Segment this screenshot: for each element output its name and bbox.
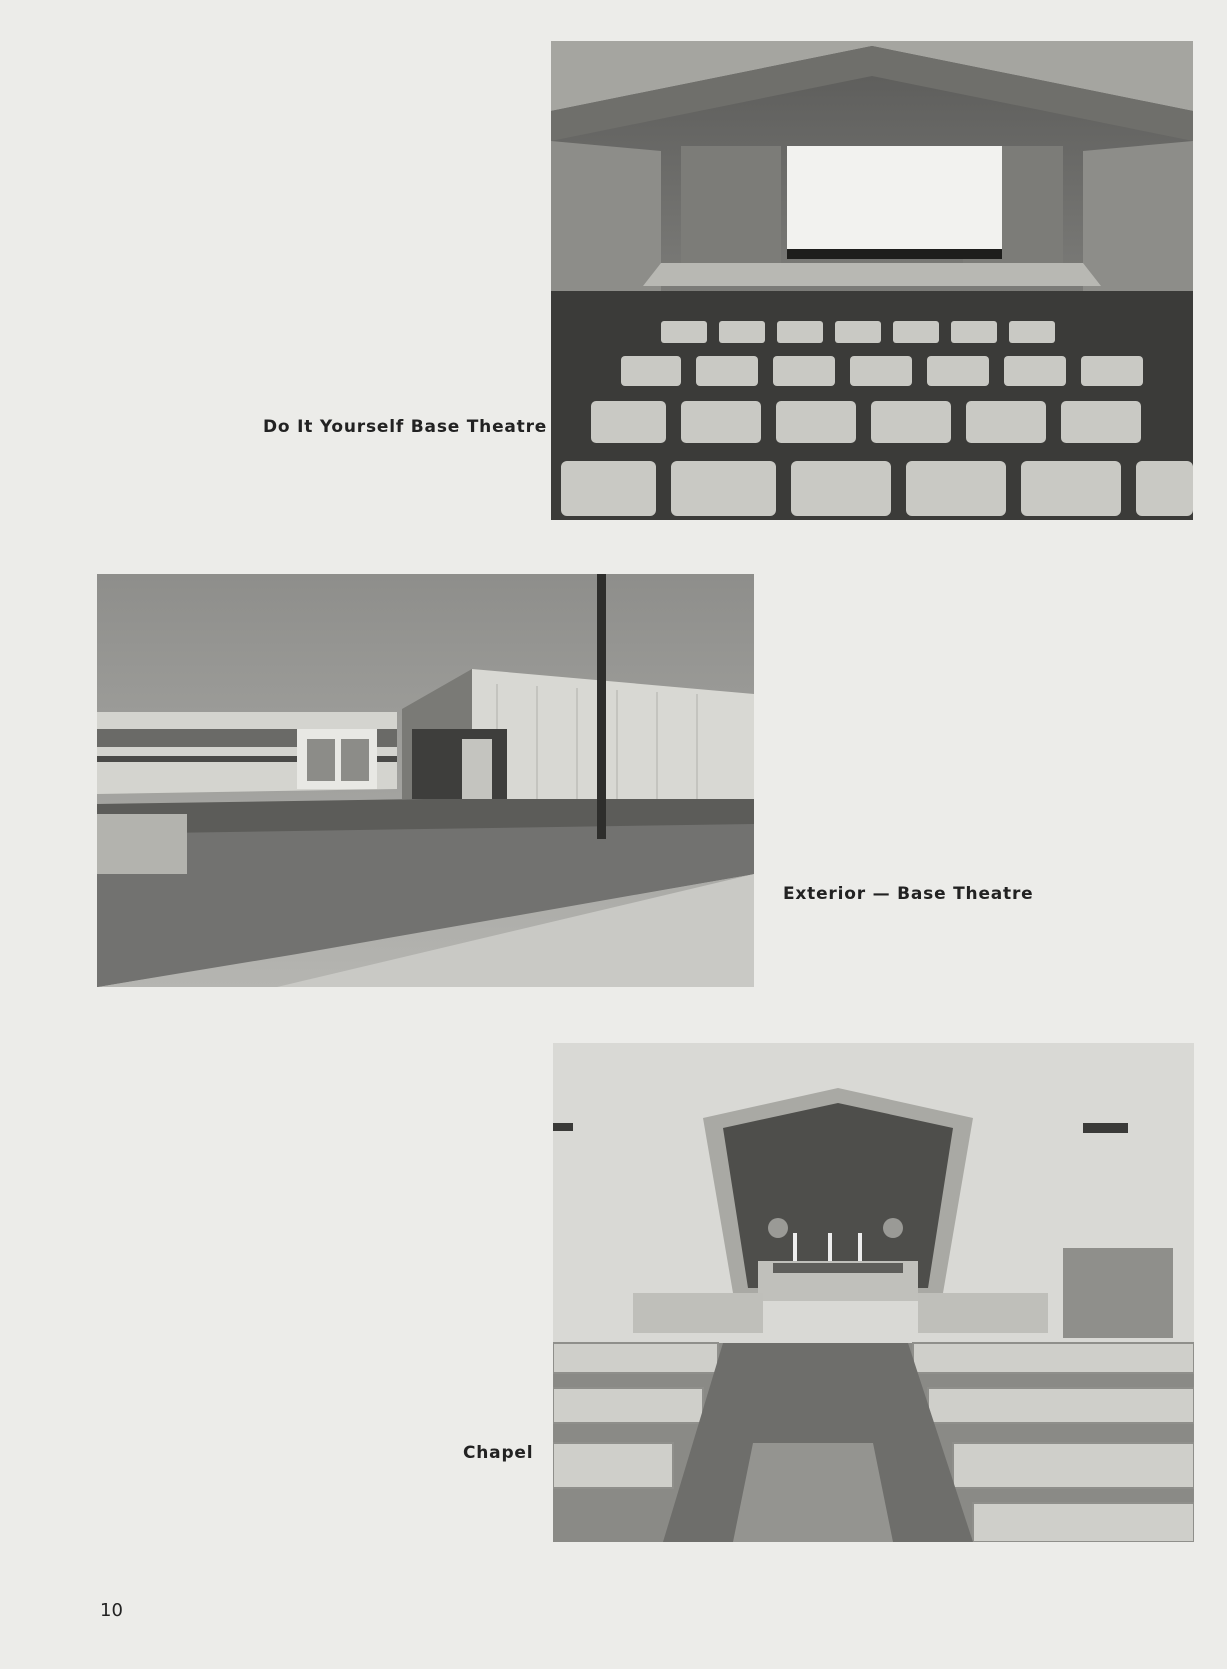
- theatre-interior-illustration: [551, 41, 1193, 520]
- theatre-interior-photo: [551, 41, 1193, 520]
- theatre-exterior-photo: [97, 574, 754, 987]
- chapel-caption: Chapel: [463, 1443, 534, 1463]
- chapel-illustration: [553, 1043, 1194, 1542]
- page-number: 10: [100, 1600, 123, 1621]
- theatre-exterior-illustration: [97, 574, 754, 987]
- theatre-interior-caption: Do It Yourself Base Theatre: [263, 417, 548, 437]
- chapel-photo: [553, 1043, 1194, 1542]
- theatre-exterior-caption: Exterior — Base Theatre: [783, 884, 1034, 904]
